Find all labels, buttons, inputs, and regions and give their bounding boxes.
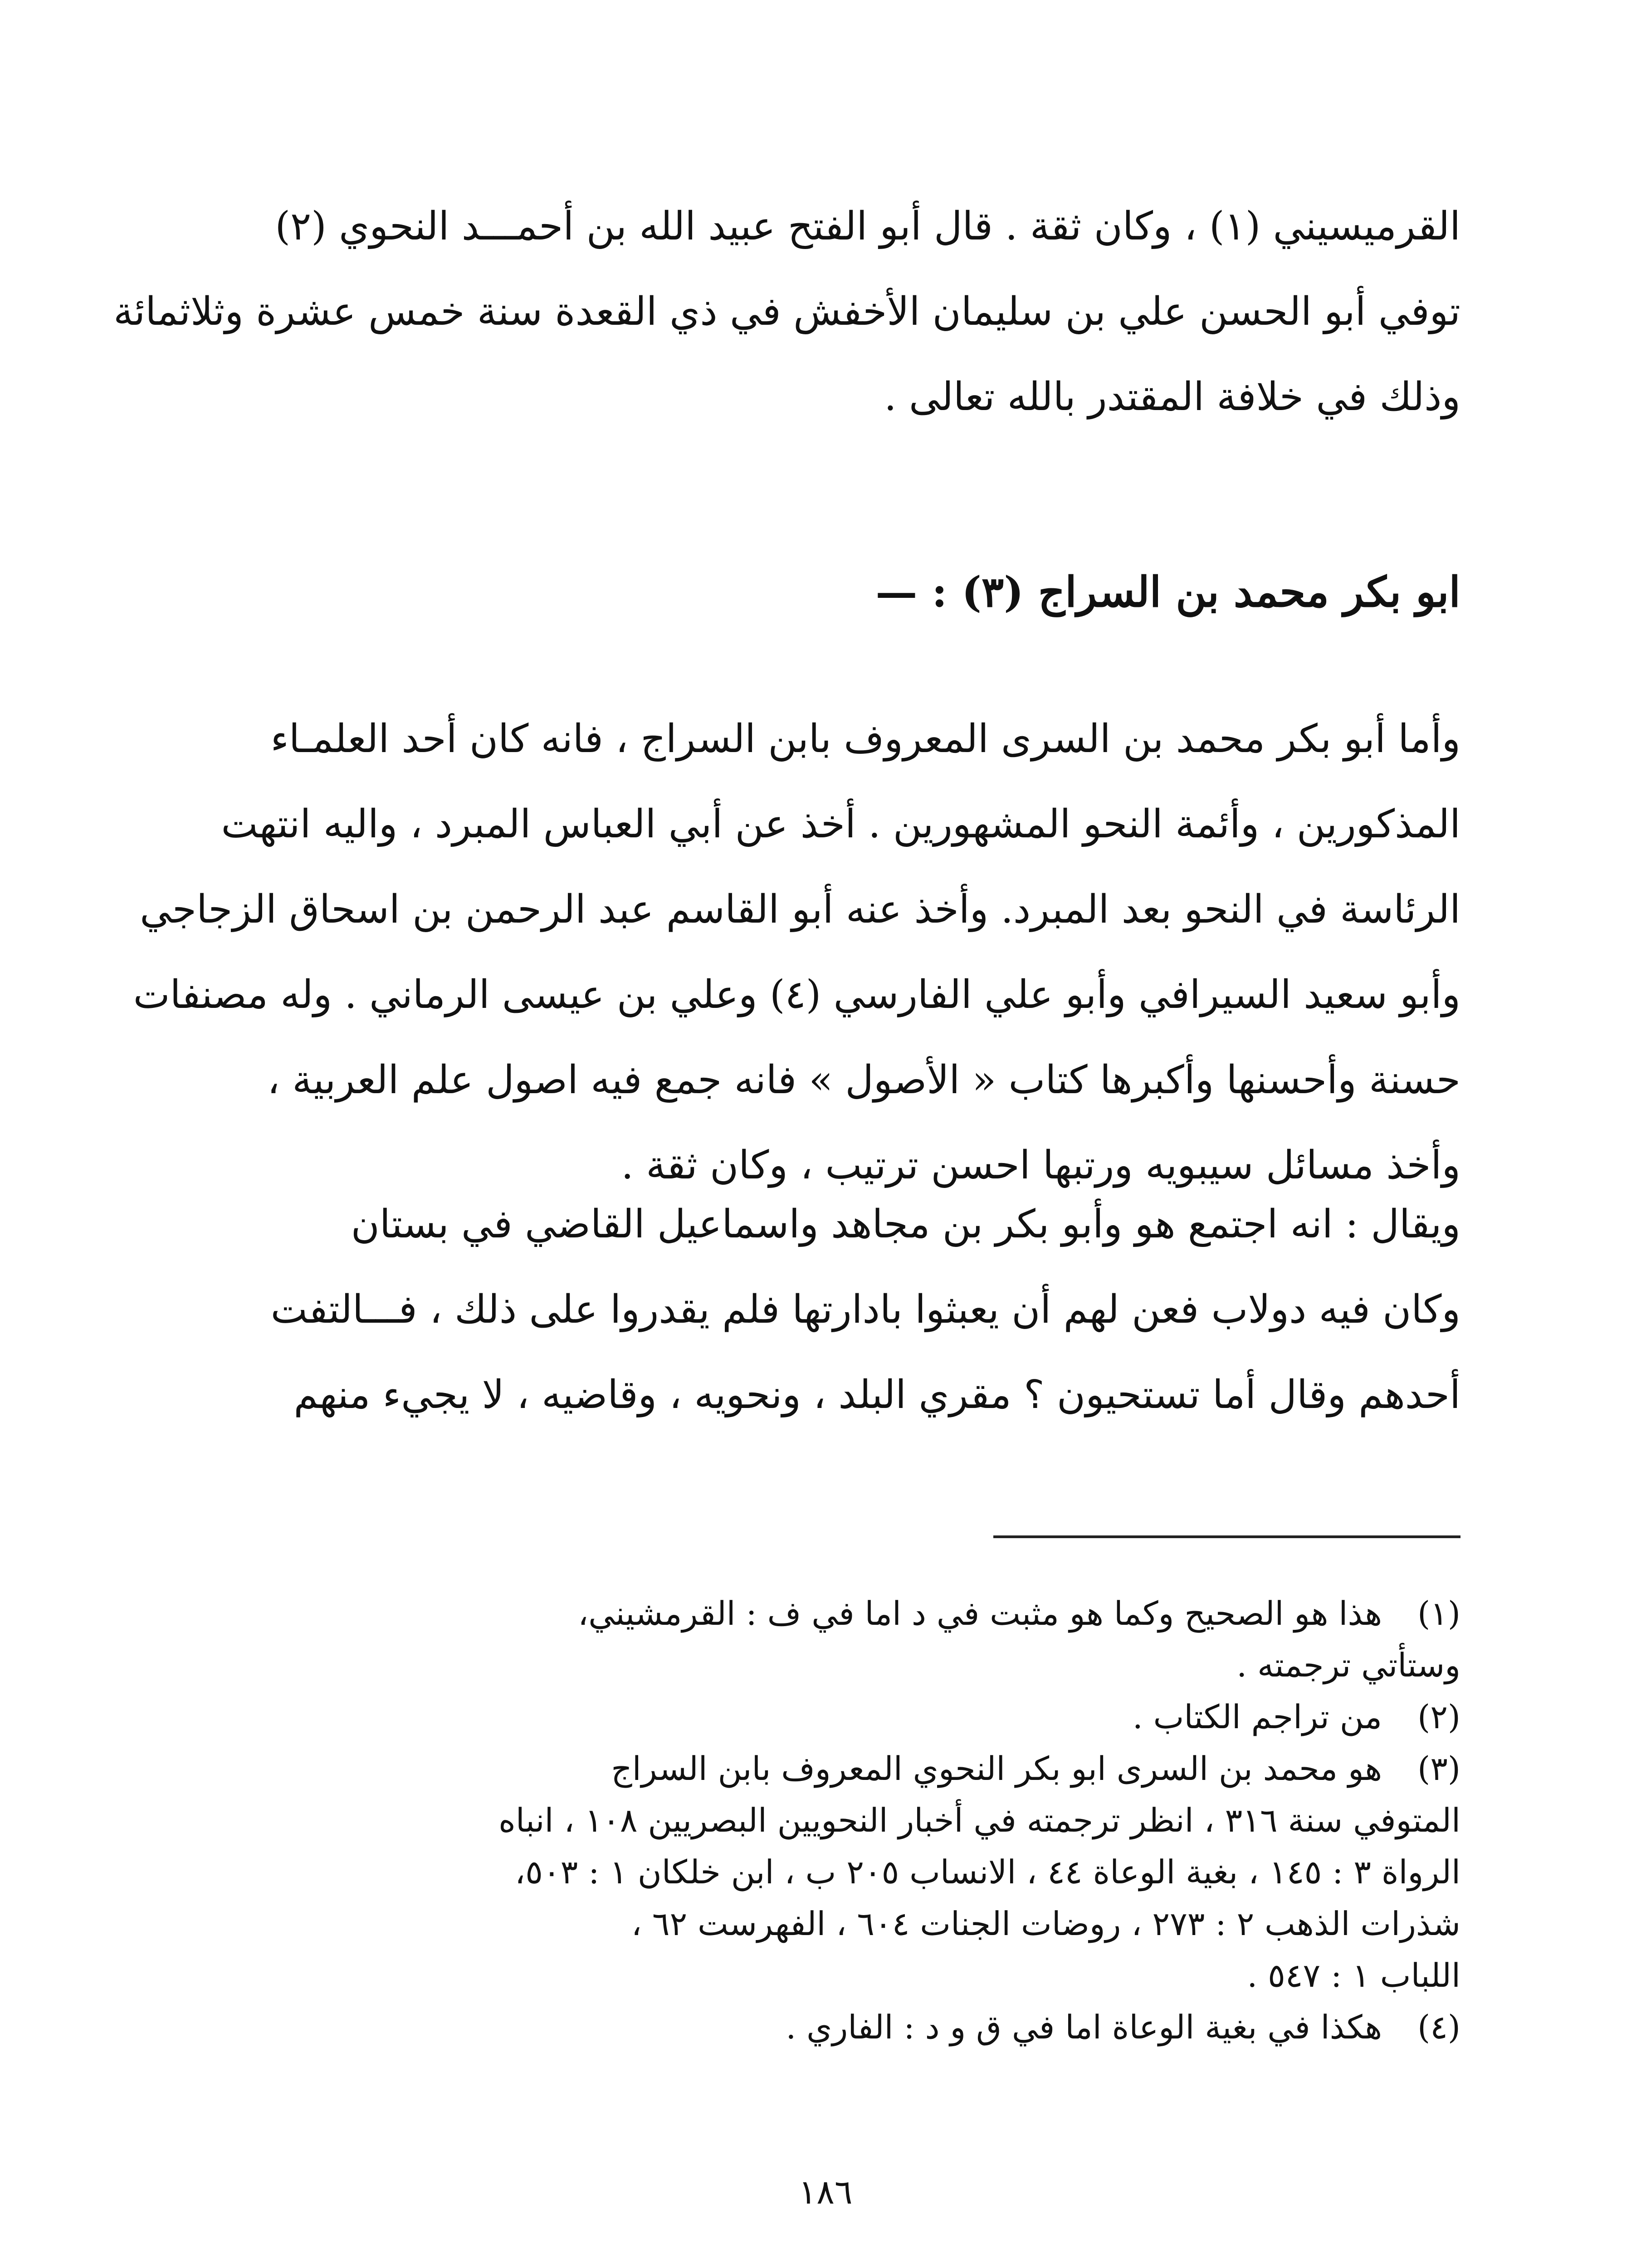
text-line: وأما أبو بكر محمد بن السرى المعروف بابن السراج ، فانه كان أحد العلمـاء [270, 716, 1460, 762]
footnote-separator [993, 1535, 1460, 1538]
footnote-1 [186, 1588, 1460, 1639]
footnote-4 [186, 2001, 1460, 2053]
footnote-text: من تراجم الكتاب . [1132, 1698, 1382, 1736]
footnote-text: هذا هو الصحيح وكما هو مثبت في د اما في ف : القرمشيني، [578, 1594, 1382, 1633]
footnote-3-cont: المتوفي سنة ٣١٦ ، انظر ترجمته في أخبار النحويين البصريين ١٠٨ ، انباه [498, 1801, 1460, 1839]
footnote-text: هكذا في بغية الوعاة اما في ق و د : الفاري . [786, 2008, 1382, 2046]
page-number: ١٨٦ [798, 2173, 853, 2212]
section-heading: ابو بكر محمد بن السراج (٣) : — [875, 567, 1460, 616]
footnote-3-cont: شذرات الذهب ٢ : ٢٧٣ ، روضات الجنات ٦٠٤ ، الفهرست ٦٢ ، [631, 1905, 1460, 1943]
text-line: ويقال : انه اجتمع هو وأبو بكر بن مجاهد واسماعيل القاضي في بستان [351, 1202, 1460, 1247]
body-paragraph-2 [186, 1182, 1460, 1437]
footnote-3 [186, 1743, 1460, 1794]
footnote-number: (٣) [1417, 1750, 1460, 1788]
text-line: المذكورين ، وأئمة النحو المشهورين . أخذ عن أبي العباس المبرد ، واليه انتهت [221, 802, 1460, 847]
text-line: أحدهم وقال أما تستحيون ؟ مقري البلد ، ونحويه ، وقاضيه ، لا يجيء منهم [293, 1372, 1460, 1418]
text-line: القرميسيني (١) ، وكان ثقة . قال أبو الفتح عبيد الله بن أحمـــد النحوي (٢) [275, 204, 1460, 249]
intro-paragraph [113, 184, 1460, 440]
text-line: وأبو سعيد السيرافي وأبو علي الفارسي (٤) وعلي بن عيسى الرماني . وله مصنفات [133, 972, 1460, 1017]
footnote-3-cont: اللباب ١ : ٥٤٧ . [1247, 1956, 1460, 1994]
body-paragraph-1 [133, 696, 1460, 1208]
footnote-1-cont: وستأتي ترجمته . [1236, 1646, 1460, 1684]
footnote-number: (١) [1417, 1594, 1460, 1633]
footnote-number: (٢) [1417, 1698, 1460, 1736]
footnote-2 [186, 1691, 1460, 1743]
text-line: وأخذ مسائل سيبويه ورتبها احسن ترتيب ، وكان ثقة . [621, 1143, 1460, 1188]
footnote-number: (٤) [1417, 2008, 1460, 2046]
footnotes [186, 1588, 1460, 2053]
text-line: توفي أبو الحسن علي بن سليمان الأخفش في ذي القعدة سنة خمس عشرة وثلاثمائة [113, 289, 1460, 334]
text-line: الرئاسة في النحو بعد المبرد. وأخذ عنه أبو القاسم عبد الرحمن بن اسحاق الزجاجي [140, 887, 1460, 932]
text-line: وذلك في خلافة المقتدر بالله تعالى . [884, 374, 1460, 420]
footnote-text: هو محمد بن السرى ابو بكر النحوي المعروف بابن السراج [611, 1750, 1382, 1788]
text-line: وكان فيه دولاب فعن لهم أن يعبثوا بادارتها فلم يقدروا على ذلك ، فـــالتفت [270, 1287, 1460, 1332]
footnote-3-cont: الرواة ٣ : ١٤٥ ، بغية الوعاة ٤٤ ، الانساب ٢٠٥ ب ، ابن خلكان ١ : ٥٠٣، [515, 1853, 1460, 1891]
text-line: حسنة وأحسنها وأكبرها كتاب « الأصول » فانه جمع فيه اصول علم العربية ، [267, 1057, 1460, 1103]
